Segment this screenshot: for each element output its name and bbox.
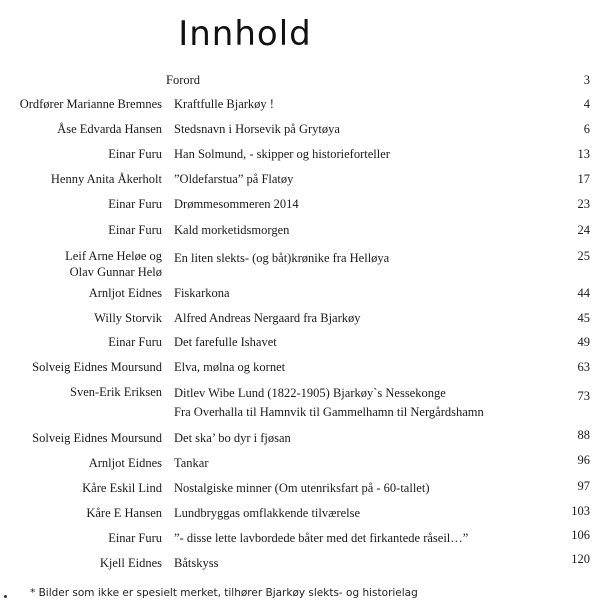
- entry-author: Leif Arne Heløe og Olav Gunnar Helø: [65, 249, 162, 279]
- page-number: 23: [577, 197, 590, 211]
- entry-title: En liten slekts- (og båt)krønike fra Helløya: [174, 251, 390, 265]
- page-number: 120: [571, 552, 590, 566]
- entry-title: Elva, mølna og kornet: [174, 360, 286, 374]
- entry-author: Solveig Eidnes Moursund: [32, 360, 162, 374]
- page-number: 24: [577, 223, 590, 237]
- page-number: 49: [577, 335, 590, 349]
- entry-title: ”Oldefarstua” på Flatøy: [174, 172, 294, 186]
- page-number: 97: [577, 479, 590, 493]
- entry-title: Kald morketidsmorgen: [174, 223, 290, 237]
- entry-author: Willy Storvik: [94, 311, 162, 325]
- entry-title: Ditlev Wibe Lund (1822-1905) Bjarkøy`s Nessekonge Fra Overhalla til Hamnvik til Gammelhamn til Nergårdshamn: [174, 386, 484, 419]
- entry-title: Kraftfulle Bjarkøy !: [174, 97, 274, 111]
- page-number: 73: [577, 389, 590, 403]
- entry-title: Lundbryggas omflakkende tilværelse: [174, 506, 361, 520]
- entry-title: Det ska’ bo dyr i fjøsan: [174, 431, 291, 445]
- entry-title: ”- disse lette lavbordede båter med det firkantede råseil…”: [174, 531, 469, 545]
- page-title: Innhold: [178, 14, 312, 54]
- page-number: 106: [571, 528, 590, 542]
- page-number: 103: [571, 504, 590, 518]
- entry-author: Arnljot Eidnes: [88, 456, 162, 470]
- entry-author: Henny Anita Åkerholt: [50, 172, 162, 186]
- entry-title: Båtskyss: [174, 556, 219, 570]
- page-number: 25: [577, 249, 590, 263]
- footnote: * Bilder som ikke er spesielt merket, tilhører Bjarkøy slekts- og historielag: [30, 587, 418, 599]
- page-number: 17: [577, 172, 590, 186]
- page-number: 44: [577, 286, 590, 300]
- entry-title: Stedsnavn i Horsevik på Grytøya: [174, 122, 340, 136]
- entry-author: Kjell Eidnes: [99, 556, 162, 570]
- page-number: 45: [577, 311, 590, 325]
- entry-author: Einar Furu: [108, 197, 162, 211]
- page-number: 4: [583, 97, 590, 111]
- entry-author: Einar Furu: [108, 531, 162, 545]
- entry-title: Fiskarkona: [174, 286, 230, 300]
- page-number: 3: [583, 73, 590, 87]
- entry-author: Einar Furu: [108, 335, 162, 349]
- entry-author: Åse Edvarda Hansen: [57, 122, 162, 136]
- entry-author: Sven-Erik Eriksen: [70, 385, 162, 399]
- entry-title: Alfred Andreas Nergaard fra Bjarkøy: [174, 311, 361, 325]
- entry-title: Det farefulle Ishavet: [174, 335, 277, 349]
- entry-author: Kåre E Hansen: [86, 506, 162, 520]
- page-number: 96: [577, 453, 590, 467]
- page-number: 88: [577, 428, 590, 442]
- page-number: 13: [577, 147, 590, 161]
- entry-author: Einar Furu: [108, 223, 162, 237]
- entry-author: Einar Furu: [108, 147, 162, 161]
- entry-author: Ordfører Marianne Bremnes: [19, 97, 162, 111]
- entry-author: Arnljot Eidnes: [88, 286, 162, 300]
- page-number: 6: [583, 122, 590, 136]
- entry-title: Drømmesommeren 2014: [174, 197, 299, 211]
- entry-title: Nostalgiske minner (Om utenriksfart på - 60-tallet): [174, 481, 430, 495]
- scan-dot: [4, 595, 7, 598]
- entry-author: Solveig Eidnes Moursund: [32, 431, 162, 445]
- page-number: 63: [577, 360, 590, 374]
- entry-title: Tankar: [174, 456, 209, 470]
- entry-author: Kåre Eskil Lind: [82, 481, 162, 495]
- entry-title: Forord: [166, 73, 201, 87]
- entry-title: Han Solmund, - skipper og historieforteller: [174, 147, 390, 161]
